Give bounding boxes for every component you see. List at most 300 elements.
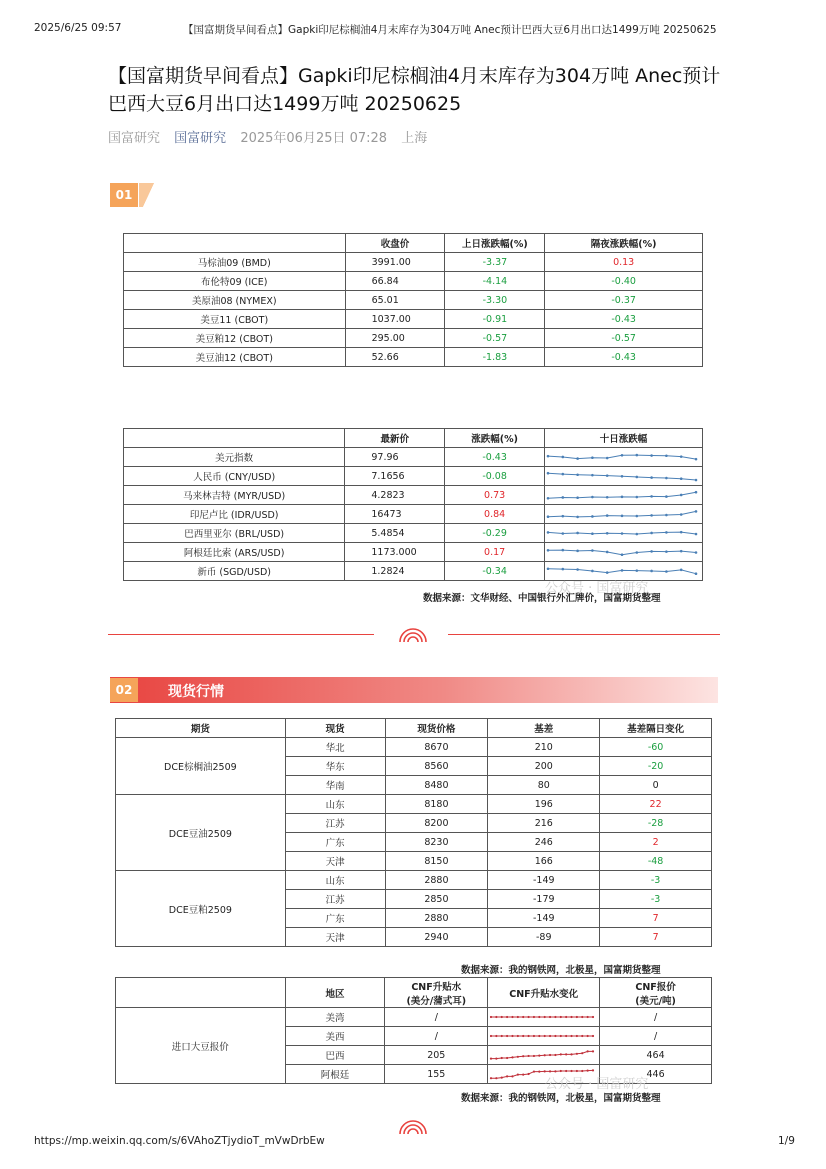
sparkline-point: [680, 568, 683, 571]
sparkline-point: [592, 1050, 594, 1052]
sparkline-point: [547, 549, 550, 552]
cnf-quote: 464: [600, 1046, 712, 1065]
spot-region: 广东: [285, 833, 385, 852]
import-soybean-label: 进口大豆报价: [116, 1008, 286, 1084]
sparkline-point: [621, 553, 624, 556]
basis: 216: [488, 814, 600, 833]
fx-source: 数据来源：文华财经、中国银行外汇牌价，国富期货整理: [423, 593, 661, 604]
sparkline-point: [695, 551, 698, 554]
currency-name: 美元指数: [124, 448, 345, 467]
sparkline-point: [561, 567, 564, 570]
table-row: [116, 1008, 712, 1027]
cnf-premium-trend: [488, 1027, 600, 1046]
basis-change: -60: [600, 738, 712, 757]
cnf-premium: 205: [385, 1046, 488, 1065]
percent-change: -0.34: [445, 562, 545, 581]
overnight-change: -0.43: [545, 348, 703, 367]
table-row: [124, 467, 703, 486]
sparkline-point: [501, 1077, 503, 1079]
origin-region: 阿根廷: [285, 1065, 385, 1084]
sparkline-point: [576, 496, 579, 499]
prev-day-change: -1.83: [445, 348, 545, 367]
overnight-change: -0.43: [545, 310, 703, 329]
percent-change: -0.43: [445, 448, 545, 467]
sparkline: [545, 506, 699, 523]
column-header: 基差: [488, 719, 600, 738]
sparkline-point: [561, 496, 564, 499]
sparkline-point: [591, 569, 594, 572]
sparkline-point: [587, 1035, 589, 1037]
sparkline-point: [592, 1016, 594, 1018]
column-header: CNF升贴水 (美分/蒲式耳): [385, 978, 488, 1008]
sparkline-point: [501, 1016, 503, 1018]
instrument-name: 马棕油09 (BMD): [124, 253, 346, 272]
spot-region: 华东: [285, 757, 385, 776]
sparkline-point: [665, 513, 668, 516]
sparkline-point: [650, 531, 653, 534]
sparkline-point: [695, 490, 698, 493]
futures-table-header: [124, 234, 703, 253]
print-page-number: 1/9: [778, 1135, 795, 1147]
sparkline-point: [695, 510, 698, 513]
overnight-change: -0.57: [545, 329, 703, 348]
table-row: [124, 486, 703, 505]
sparkline-point: [621, 474, 624, 477]
sparkline-point: [650, 454, 653, 457]
column-header: 收盘价: [345, 234, 445, 253]
sparkline-point: [506, 1057, 508, 1059]
article-meta: [108, 127, 437, 146]
spot-price: 2880: [385, 871, 488, 890]
prev-day-change: -3.30: [445, 291, 545, 310]
sparkline-point: [581, 1035, 583, 1037]
sparkline-point: [495, 1016, 497, 1018]
sparkline-point: [512, 1035, 514, 1037]
basis: -179: [488, 890, 600, 909]
close-price: 1037.00: [345, 310, 445, 329]
sparkline-point: [571, 1035, 573, 1037]
cloud-ornament-icon: [398, 1114, 428, 1136]
basis-change: 7: [600, 928, 712, 947]
sparkline-point: [544, 1016, 546, 1018]
column-header: 地区: [285, 978, 385, 1008]
cnf-quote: /: [600, 1008, 712, 1027]
fx-table: [123, 428, 703, 581]
percent-change: -0.29: [445, 524, 545, 543]
cnf-premium-trend: [488, 1046, 600, 1065]
sparkline-point: [561, 455, 564, 458]
table-row: [124, 448, 703, 467]
sparkline-point: [495, 1035, 497, 1037]
section-1-badge-tail: [139, 183, 155, 207]
sparkline: [488, 1027, 596, 1045]
article-author: 国富研究: [108, 131, 161, 146]
sparkline-point: [635, 495, 638, 498]
close-price: 295.00: [345, 329, 445, 348]
table-row: [124, 524, 703, 543]
sparkline-point: [680, 455, 683, 458]
sparkline-point: [665, 531, 668, 534]
close-price: 65.01: [345, 291, 445, 310]
import-source: 数据来源：我的钢铁网，北极星，国富期货整理: [461, 1093, 661, 1104]
spot-table: [115, 718, 712, 947]
column-header: 涨跌幅(%): [445, 429, 545, 448]
sparkline-point: [587, 1050, 589, 1052]
column-header: 期货: [116, 719, 286, 738]
sparkline-point: [512, 1075, 514, 1077]
cloud-ornament-icon: [398, 622, 428, 644]
basis: 246: [488, 833, 600, 852]
sparkline-point: [561, 548, 564, 551]
sparkline-point: [501, 1057, 503, 1059]
table-row: [124, 291, 703, 310]
sparkline-point: [571, 1053, 573, 1055]
sparkline-point: [533, 1071, 535, 1073]
sparkline-point: [591, 456, 594, 459]
sparkline-point: [576, 568, 579, 571]
sparkline-point: [560, 1070, 562, 1072]
spot-price: 2940: [385, 928, 488, 947]
table-row: [116, 871, 712, 890]
sparkline-point: [522, 1016, 524, 1018]
article-title: 【国富期货早间看点】Gapki印尼棕榈油4月末库存为304万吨 Anec预计巴西大豆6月出口达1499万吨 20250625: [108, 65, 721, 115]
origin-region: 美西: [285, 1027, 385, 1046]
sparkline-point: [549, 1035, 551, 1037]
watermark: 公众号 · 国富研究: [545, 581, 649, 596]
close-price: 3991.00: [345, 253, 445, 272]
basis: 200: [488, 757, 600, 776]
sparkline-point: [506, 1035, 508, 1037]
sparkline-point: [576, 515, 579, 518]
basis-change: -3: [600, 890, 712, 909]
table-row: [124, 253, 703, 272]
sparkline-point: [665, 454, 668, 457]
latest-price: 4.2823: [345, 486, 445, 505]
sparkline-point: [549, 1016, 551, 1018]
basis-change: 0: [600, 776, 712, 795]
origin-region: 巴西: [285, 1046, 385, 1065]
spot-price: 8180: [385, 795, 488, 814]
ten-day-trend: [544, 467, 702, 486]
section-divider: [448, 634, 720, 635]
cnf-premium: /: [385, 1027, 488, 1046]
sparkline-point: [561, 472, 564, 475]
sparkline-point: [490, 1016, 492, 1018]
sparkline-point: [621, 532, 624, 535]
sparkline-point: [561, 532, 564, 535]
currency-name: 阿根廷比索 (ARS/USD): [124, 543, 345, 562]
sparkline-point: [621, 495, 624, 498]
sparkline-point: [528, 1016, 530, 1018]
basis: 210: [488, 738, 600, 757]
latest-price: 1.2824: [345, 562, 445, 581]
sparkline-point: [528, 1073, 530, 1075]
sparkline-point: [576, 457, 579, 460]
sparkline-point: [606, 531, 609, 534]
basis: 196: [488, 795, 600, 814]
sparkline-point: [560, 1053, 562, 1055]
cnf-quote: 446: [600, 1065, 712, 1084]
sparkline-point: [680, 530, 683, 533]
sparkline-point: [581, 1016, 583, 1018]
basis: -149: [488, 871, 600, 890]
spot-price: 8560: [385, 757, 488, 776]
account-link[interactable]: 国富研究: [174, 131, 227, 146]
basis-change: -20: [600, 757, 712, 776]
table-row: [124, 310, 703, 329]
sparkline-point: [512, 1016, 514, 1018]
table-row: [116, 738, 712, 757]
sparkline-point: [547, 515, 550, 518]
sparkline-point: [621, 569, 624, 572]
spot-region: 山东: [285, 795, 385, 814]
future-contract: DCE豆油2509: [116, 795, 286, 871]
sparkline-point: [606, 571, 609, 574]
sparkline-point: [538, 1035, 540, 1037]
sparkline-point: [565, 1053, 567, 1055]
watermark: 公众号 · 国富研究: [545, 1077, 649, 1092]
spot-region: 江苏: [285, 890, 385, 909]
instrument-name: 美豆11 (CBOT): [124, 310, 346, 329]
print-title: 【国富期货早间看点】Gapki印尼棕榈油4月末库存为304万吨 Anec预计巴西大豆6月出口达1499万吨 20250625: [183, 24, 717, 36]
sparkline-point: [576, 1035, 578, 1037]
spot-price: 2850: [385, 890, 488, 909]
column-header: 隔夜涨跌幅(%): [545, 234, 703, 253]
publish-date: 2025年06月25日 07:28: [240, 131, 388, 146]
spot-price: 8670: [385, 738, 488, 757]
sparkline-point: [592, 1035, 594, 1037]
sparkline-point: [576, 1016, 578, 1018]
sparkline-point: [547, 496, 550, 499]
sparkline-point: [501, 1035, 503, 1037]
overnight-change: -0.37: [545, 291, 703, 310]
spot-price: 8480: [385, 776, 488, 795]
instrument-name: 美原油08 (NYMEX): [124, 291, 346, 310]
sparkline-point: [606, 474, 609, 477]
sparkline-point: [695, 532, 698, 535]
spot-region: 江苏: [285, 814, 385, 833]
sparkline-point: [635, 514, 638, 517]
spot-price: 8150: [385, 852, 488, 871]
sparkline-point: [571, 1016, 573, 1018]
cnf-premium-trend: [488, 1008, 600, 1027]
sparkline-point: [635, 475, 638, 478]
future-contract: DCE棕榈油2509: [116, 738, 286, 795]
spot-region: 华南: [285, 776, 385, 795]
sparkline-point: [665, 570, 668, 573]
column-header: 十日涨跌幅: [544, 429, 702, 448]
sparkline-point: [533, 1055, 535, 1057]
sparkline-point: [506, 1075, 508, 1077]
sparkline-point: [621, 514, 624, 517]
sparkline-point: [635, 532, 638, 535]
fx-table-header: [124, 429, 703, 448]
sparkline-point: [517, 1056, 519, 1058]
sparkline-point: [495, 1058, 497, 1060]
cnf-premium: 155: [385, 1065, 488, 1084]
latest-price: 7.1656: [345, 467, 445, 486]
instrument-name: 美豆油12 (CBOT): [124, 348, 346, 367]
sparkline-point: [576, 1053, 578, 1055]
currency-name: 人民币 (CNY/USD): [124, 467, 345, 486]
sparkline-point: [544, 1035, 546, 1037]
close-price: 52.66: [345, 348, 445, 367]
column-header: [116, 978, 286, 1008]
prev-day-change: -0.57: [445, 329, 545, 348]
overnight-change: 0.13: [545, 253, 703, 272]
ten-day-trend: [544, 486, 702, 505]
sparkline-point: [560, 1016, 562, 1018]
sparkline: [545, 544, 699, 561]
sparkline-point: [490, 1035, 492, 1037]
sparkline-point: [576, 531, 579, 534]
prev-day-change: -0.91: [445, 310, 545, 329]
sparkline-point: [538, 1055, 540, 1057]
sparkline-point: [547, 471, 550, 474]
sparkline-point: [635, 551, 638, 554]
latest-price: 16473: [345, 505, 445, 524]
sparkline-point: [561, 514, 564, 517]
basis-change: 2: [600, 833, 712, 852]
latest-price: 97.96: [345, 448, 445, 467]
sparkline-point: [665, 495, 668, 498]
spot-region: 天津: [285, 852, 385, 871]
column-header: CNF升贴水变化: [488, 978, 600, 1008]
cnf-premium: /: [385, 1008, 488, 1027]
sparkline-point: [680, 513, 683, 516]
ten-day-trend: [544, 448, 702, 467]
column-header: [124, 234, 346, 253]
sparkline-point: [581, 1052, 583, 1054]
sparkline-point: [591, 495, 594, 498]
sparkline-point: [587, 1016, 589, 1018]
column-header: 现货价格: [385, 719, 488, 738]
future-contract: DCE豆粕2509: [116, 871, 286, 947]
basis: 80: [488, 776, 600, 795]
table-row: [124, 348, 703, 367]
instrument-name: 布伦特09 (ICE): [124, 272, 346, 291]
spot-region: 华北: [285, 738, 385, 757]
print-url[interactable]: https://mp.weixin.qq.com/s/6VAhoZTjydioT_mVwDrbEw: [34, 1135, 325, 1147]
sparkline-point: [606, 514, 609, 517]
sparkline-point: [680, 493, 683, 496]
sparkline-point: [606, 495, 609, 498]
table-row: [124, 272, 703, 291]
column-header: CNF报价 (美元/吨): [600, 978, 712, 1008]
spot-table-header: [116, 719, 712, 738]
sparkline-point: [495, 1077, 497, 1079]
currency-name: 巴西里亚尔 (BRL/USD): [124, 524, 345, 543]
sparkline-point: [695, 457, 698, 460]
ten-day-trend: [544, 543, 702, 562]
latest-price: 5.4854: [345, 524, 445, 543]
currency-name: 新币 (SGD/USD): [124, 562, 345, 581]
sparkline-point: [547, 567, 550, 570]
section-2-badge: 02: [110, 678, 138, 702]
latest-price: 1173.000: [345, 543, 445, 562]
sparkline-point: [650, 569, 653, 572]
sparkline-point: [538, 1016, 540, 1018]
sparkline: [545, 525, 699, 542]
sparkline-point: [606, 456, 609, 459]
sparkline-point: [547, 531, 550, 534]
sparkline-point: [533, 1016, 535, 1018]
sparkline-point: [522, 1035, 524, 1037]
sparkline-point: [522, 1074, 524, 1076]
sparkline-point: [576, 1070, 578, 1072]
spot-region: 天津: [285, 928, 385, 947]
basis: -149: [488, 909, 600, 928]
basis-change: 7: [600, 909, 712, 928]
import-table-header: [116, 978, 712, 1008]
cnf-quote: /: [600, 1027, 712, 1046]
instrument-name: 美豆粕12 (CBOT): [124, 329, 346, 348]
sparkline-point: [606, 550, 609, 553]
sparkline-point: [571, 1070, 573, 1072]
sparkline-point: [576, 473, 579, 476]
column-header: [124, 429, 345, 448]
sparkline-point: [555, 1054, 557, 1056]
currency-name: 印尼卢比 (IDR/USD): [124, 505, 345, 524]
close-price: 66.84: [345, 272, 445, 291]
section-divider: [108, 634, 374, 635]
spot-price: 8200: [385, 814, 488, 833]
spot-region: 广东: [285, 909, 385, 928]
sparkline: [488, 1008, 596, 1026]
column-header: 现货: [285, 719, 385, 738]
sparkline-point: [544, 1054, 546, 1056]
ten-day-trend: [544, 524, 702, 543]
origin-region: 美湾: [285, 1008, 385, 1027]
sparkline-point: [565, 1016, 567, 1018]
basis-change: -3: [600, 871, 712, 890]
section-2-title: 现货行情: [168, 684, 224, 700]
basis-change: -48: [600, 852, 712, 871]
sparkline-point: [635, 569, 638, 572]
sparkline-point: [517, 1035, 519, 1037]
sparkline-point: [560, 1035, 562, 1037]
sparkline: [488, 1046, 596, 1064]
sparkline-point: [517, 1074, 519, 1076]
sparkline-point: [665, 550, 668, 553]
table-row: [124, 543, 703, 562]
sparkline-point: [591, 515, 594, 518]
sparkline-point: [490, 1077, 492, 1079]
sparkline-point: [538, 1071, 540, 1073]
table-row: [124, 505, 703, 524]
spot-price: 8230: [385, 833, 488, 852]
sparkline-point: [565, 1070, 567, 1072]
sparkline-point: [547, 454, 550, 457]
percent-change: -0.08: [445, 467, 545, 486]
sparkline-point: [490, 1058, 492, 1060]
basis-change: 22: [600, 795, 712, 814]
sparkline-point: [581, 1070, 583, 1072]
sparkline-point: [517, 1016, 519, 1018]
sparkline-point: [528, 1055, 530, 1057]
sparkline-point: [591, 532, 594, 535]
sparkline-point: [592, 1069, 594, 1071]
sparkline-point: [506, 1016, 508, 1018]
sparkline: [545, 468, 699, 485]
prev-day-change: -4.14: [445, 272, 545, 291]
import-soybean-table: [115, 977, 712, 1084]
sparkline-point: [680, 477, 683, 480]
sparkline-point: [528, 1035, 530, 1037]
percent-change: 0.84: [445, 505, 545, 524]
column-header: 最新价: [345, 429, 445, 448]
spot-source: 数据来源：我的钢铁网，北极星，国富期货整理: [461, 965, 661, 976]
